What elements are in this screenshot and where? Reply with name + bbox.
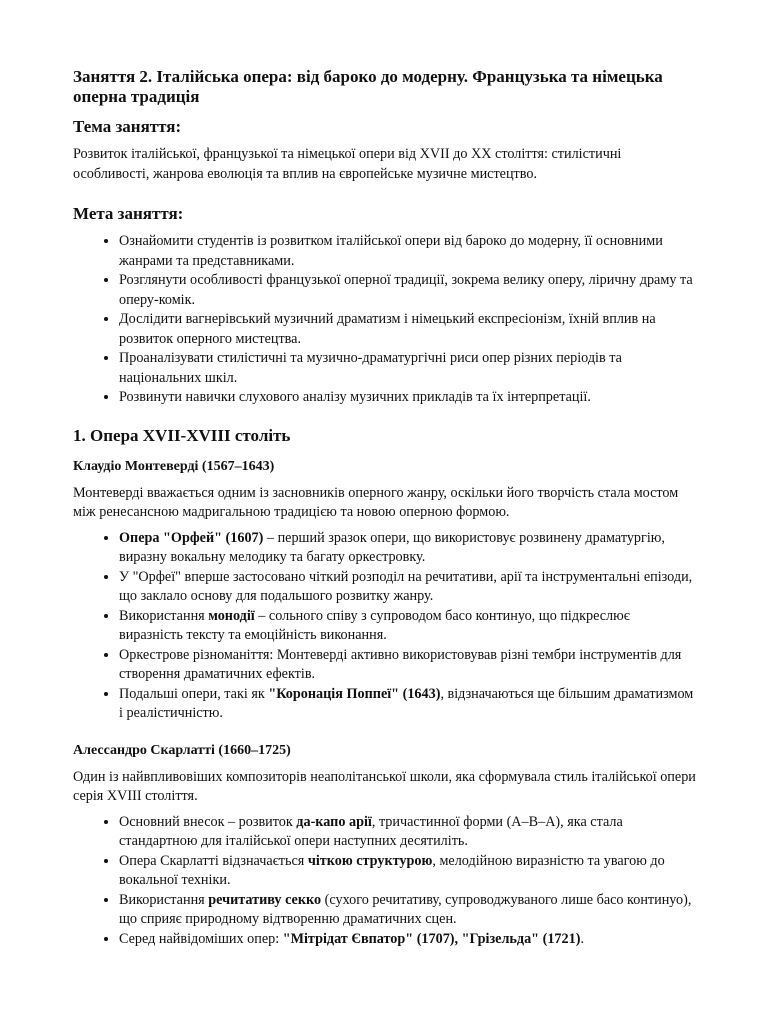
- list-item: • Розглянути особливості французької оперної традиції, зокрема велику оперу, ліричну драму та оперу-комік.: [119, 271, 696, 310]
- list-item-bold: чіткою структурою: [307, 852, 433, 869]
- list-item-text: – перший зразок опери, що використовує розвинену драматургію, виразну вокальну мелодику та багату оркестровку.: [119, 529, 665, 565]
- list-item: [119, 646, 696, 685]
- list-item-text: , тричастинної форми (А–В–А), яка стала стандартною для італійської опери наступних десятиліть.: [119, 813, 623, 849]
- list-item-text: Опера Скарлатті відзначається: [119, 852, 308, 869]
- monteverdi-heading: Клаудіо Монтеверді (1567–1643): [73, 458, 275, 474]
- list-item-bold: Опера "Орфей" (1607): [119, 529, 264, 546]
- monteverdi-list: [73, 529, 696, 724]
- scarlatti-list: [73, 813, 696, 950]
- section1-heading: 1. Опера XVII-XVIII століть: [73, 425, 291, 445]
- list-item-text: Використання: [119, 607, 209, 624]
- list-item-text: – сольного співу з супроводом басо континуо, що підкреслює виразність тексту та емоційність виконання.: [119, 607, 630, 643]
- goal-heading: Мета заняття:: [73, 204, 184, 223]
- list-item: [119, 607, 696, 646]
- list-item-bold: да-капо арії: [296, 813, 372, 830]
- list-item: • Розвинути навички слухового аналізу музичних прикладів та їх інтерпретації.: [119, 388, 696, 408]
- list-item: [119, 930, 696, 950]
- list-item: • Ознайомити студентів із розвитком італійської опери від бароко до модерну, її основними жанрами та представниками.: [119, 232, 696, 271]
- list-item: [119, 891, 696, 930]
- list-item-bold: "Коронація Поппеї" (1643): [268, 685, 441, 702]
- list-item-text: Оркестрове різноманіття: Монтеверді активно використовував різні тембри інструментів для створення драматичних ефектів.: [119, 646, 682, 682]
- list-item-text: (сухого речитативу, супроводжуваного лише басо континуо), що сприяє природному відтворенню драматичних сцен.: [119, 891, 692, 927]
- list-item-bold: речитативу секко: [208, 891, 322, 908]
- list-item: [119, 529, 696, 568]
- list-item-text: .: [580, 930, 584, 947]
- list-item-text: , мелодійною виразністю та увагою до вокальної техніки.: [119, 852, 665, 888]
- topic-text: Розвиток італійської, французької та німецької опери від XVII до XX століття: стилістичні особливості, жанрова еволюція та вплив на європейське музичне мистецтво.: [73, 146, 622, 182]
- list-item-text: Серед найвідоміших опер:: [119, 930, 283, 947]
- list-item-text: Подальші опери, такі як: [119, 685, 269, 702]
- scarlatti-intro: Один із найвпливовіших композиторів неаполітанської школи, яка сформувала стиль італійської опери серія XVIII століття.: [73, 768, 696, 804]
- list-item-bold: "Мітрідат Євпатор" (1707), "Грізельда" (1721): [282, 930, 581, 947]
- goal-list: [73, 232, 696, 408]
- list-item-text: Основний внесок – розвиток: [119, 813, 297, 830]
- list-item: [119, 685, 696, 724]
- list-item-bold: монодії: [208, 607, 255, 624]
- list-item: [119, 813, 696, 852]
- topic-heading: Тема заняття:: [73, 117, 182, 136]
- list-item-text: У "Орфеї" вперше застосовано чіткий розподіл на речитативи, арії та інструментальні епізоди, що заклало основу для подальшого розвитку жанру.: [119, 568, 693, 604]
- document-title: Заняття 2. Італійська опера: від бароко до модерну. Французька та німецька оперна традиція: [73, 67, 663, 106]
- monteverdi-intro: Монтеверді вважається одним із засновників оперного жанру, оскільки його творчість стала мостом між ренесансною мадригальною традицією та новою оперною формою.: [73, 484, 679, 520]
- list-item-text: , відзначаються ще більшим драматизмом і реалістичністю.: [119, 685, 694, 721]
- list-item: [119, 568, 696, 607]
- list-item: [119, 852, 696, 891]
- scarlatti-heading: Алессандро Скарлатті (1660–1725): [73, 742, 291, 758]
- list-item-text: Використання: [119, 891, 209, 908]
- list-item: • Дослідити вагнерівський музичний драматизм і німецький експресіонізм, їхній вплив на розвиток оперного мистецтва.: [119, 310, 696, 349]
- list-item: • Проаналізувати стилістичні та музично-драматургічні риси опер різних періодів та національних шкіл.: [119, 349, 696, 388]
